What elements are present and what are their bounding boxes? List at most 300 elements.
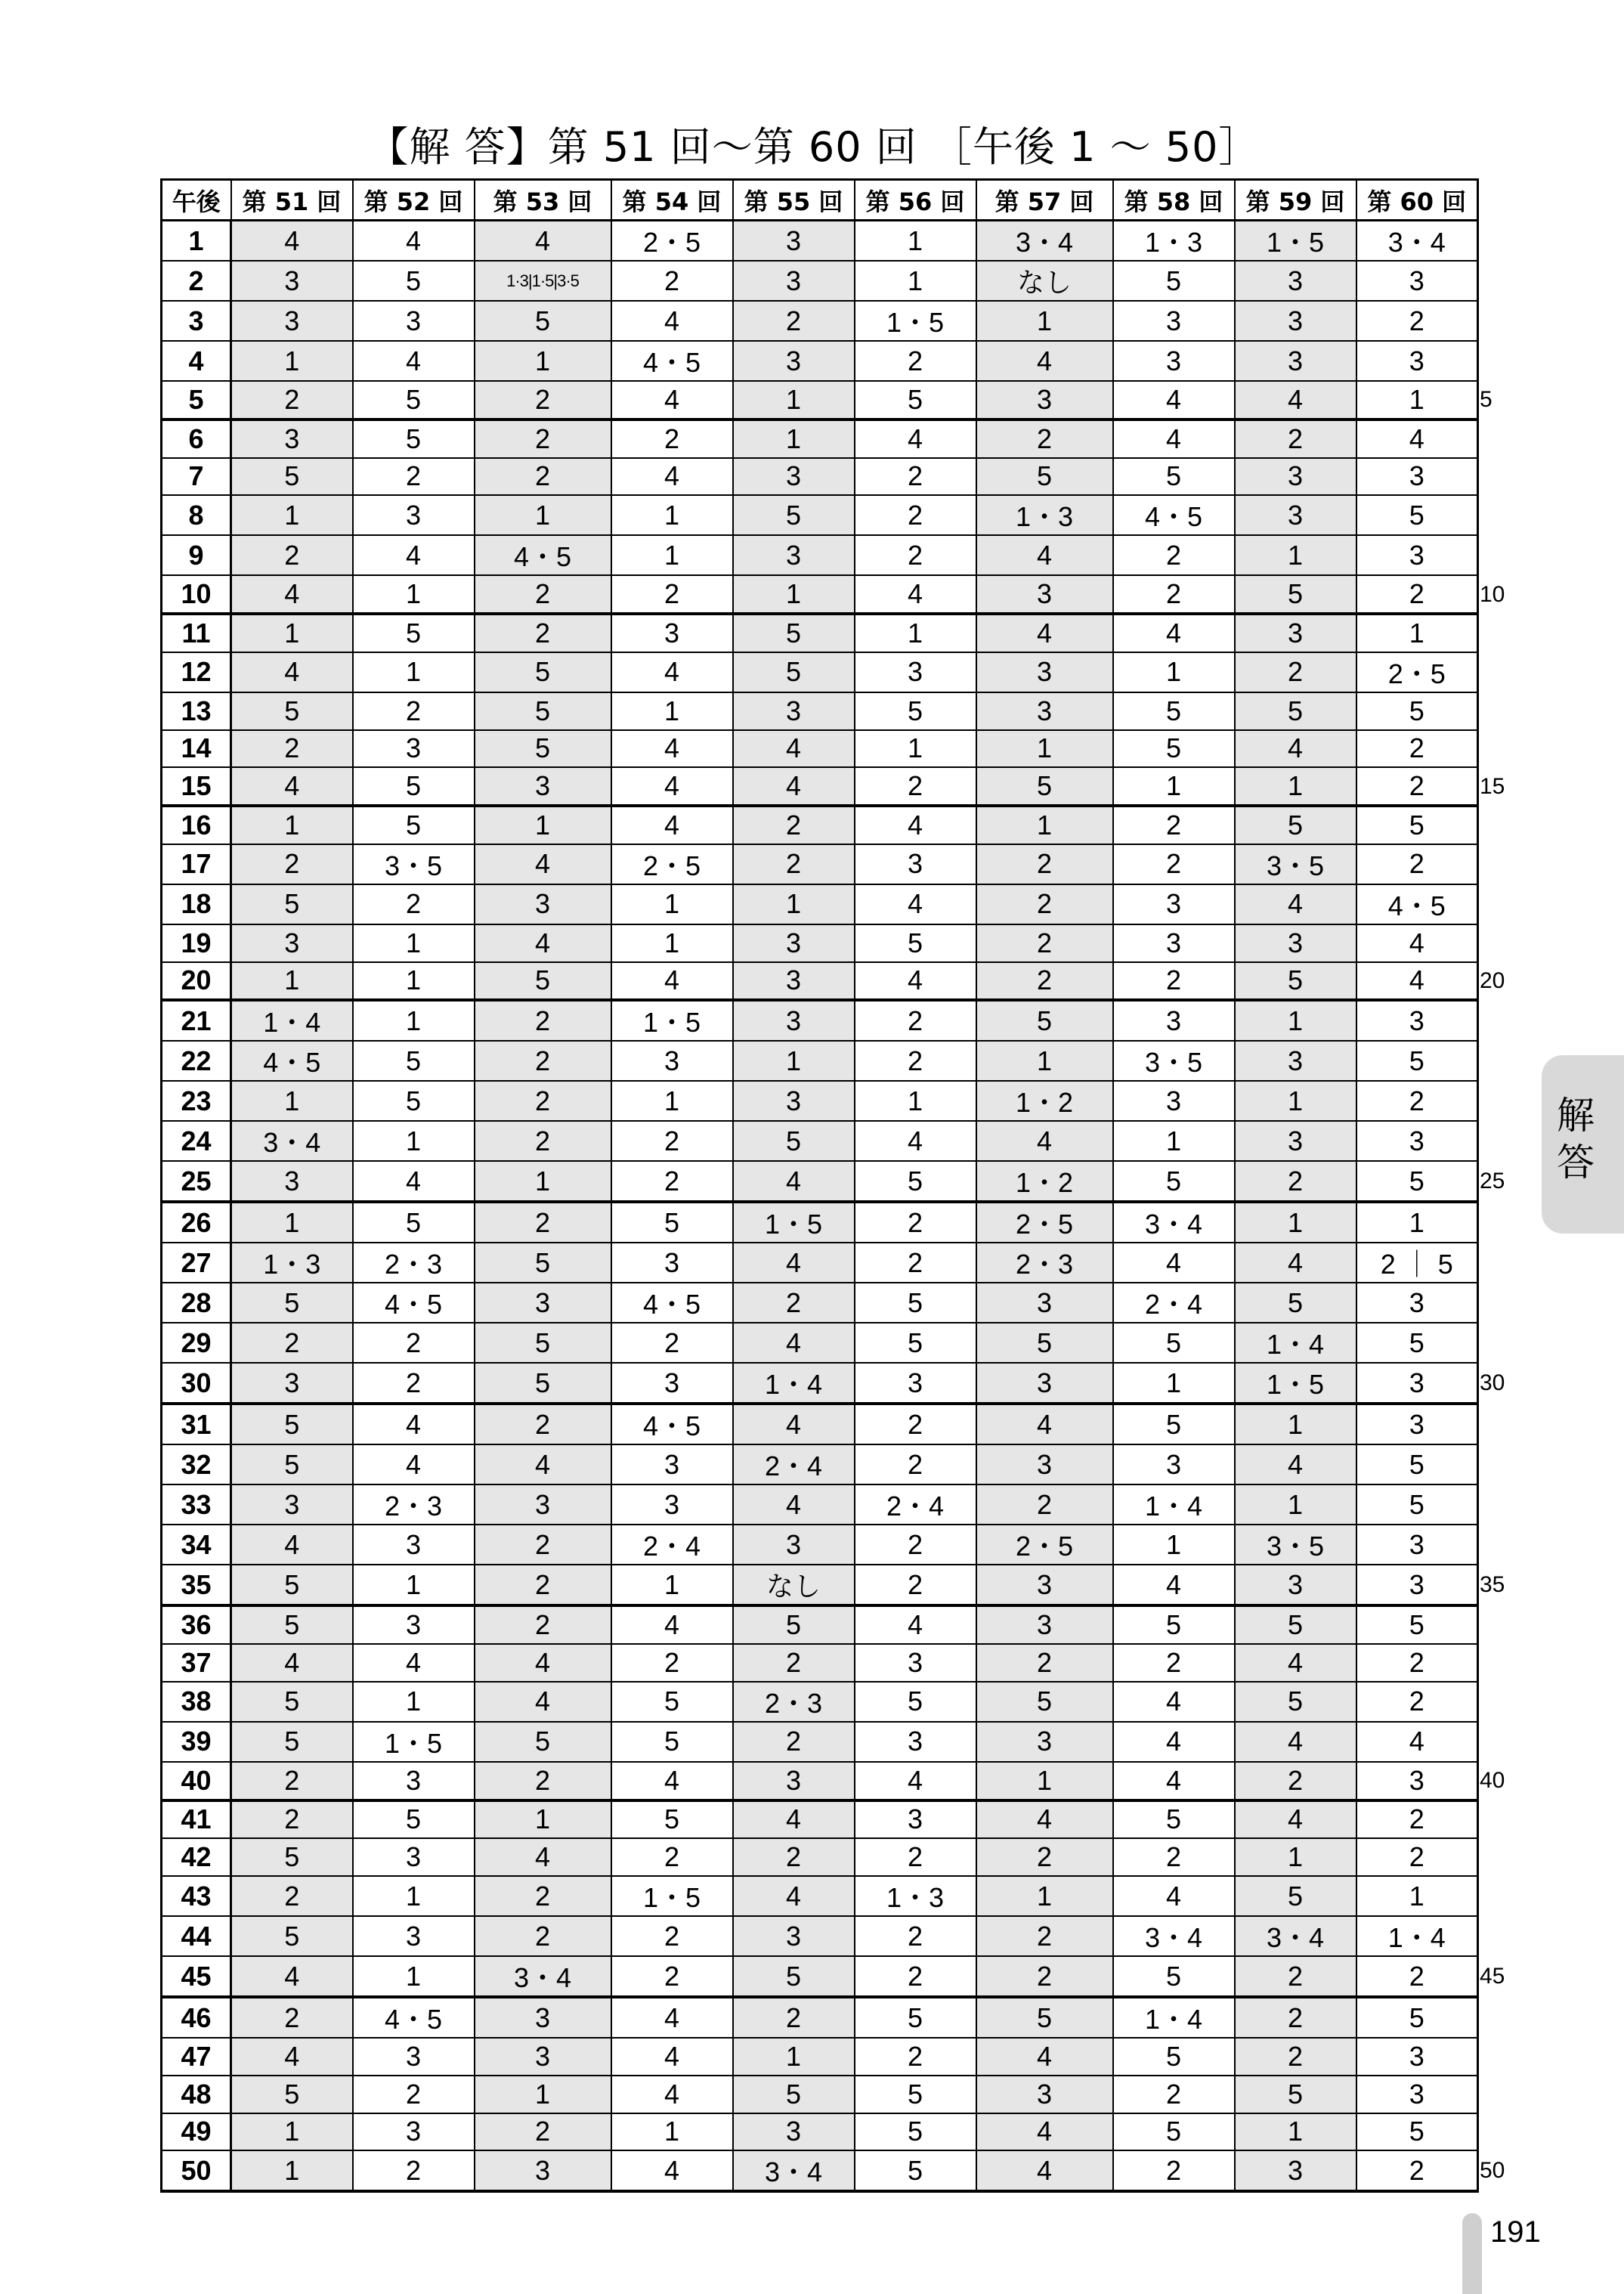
answer-cell: 4・5	[611, 341, 733, 381]
answer-cell: 2	[1356, 844, 1478, 884]
answer-cell: 1	[976, 806, 1113, 844]
answer-cell: 2	[231, 381, 353, 419]
answer-cell: 4	[855, 1762, 976, 1800]
column-header: 第 51 回	[231, 180, 353, 221]
answer-cell: 1	[733, 575, 855, 614]
table-row	[162, 495, 1478, 535]
answer-cell: 2	[475, 1121, 611, 1161]
answer-cell: 5	[611, 1682, 733, 1722]
answer-cell: 2	[475, 1000, 611, 1041]
answer-cell: 1・5	[611, 1000, 733, 1041]
answer-cell: 4・5	[353, 1997, 475, 2038]
answer-cell: 4	[1235, 730, 1356, 768]
answer-cell: 3	[1356, 341, 1478, 381]
answer-cell: 2	[855, 1525, 976, 1565]
answer-cell: 2	[1113, 2150, 1235, 2191]
question-number: 25	[162, 1161, 231, 1202]
question-number: 8	[162, 495, 231, 535]
answer-cell: 5	[1113, 458, 1235, 496]
table-row	[162, 1762, 1478, 1800]
answer-cell: 1	[1113, 1363, 1235, 1404]
question-number: 45	[162, 1956, 231, 1997]
answer-cell: 4	[1113, 1565, 1235, 1605]
answer-cell: 5	[976, 1682, 1113, 1722]
column-header: 第 55 回	[733, 180, 855, 221]
answer-cell: 4	[611, 381, 733, 419]
answer-cell: 2	[733, 1283, 855, 1323]
answer-cell: 3	[733, 1762, 855, 1800]
answer-cell: 4	[733, 1404, 855, 1444]
answer-cell: 1	[231, 614, 353, 652]
answer-cell: 5	[475, 730, 611, 768]
answer-cell: 2	[611, 1121, 733, 1161]
table-row	[162, 1363, 1478, 1404]
answer-cell: 2	[1113, 1644, 1235, 1682]
answer-cell: 1	[1235, 1000, 1356, 1041]
answer-cell: 3	[1235, 301, 1356, 341]
answer-cell: 4	[855, 1605, 976, 1644]
answer-cell: 4・5	[1113, 495, 1235, 535]
answer-cell: 3	[611, 1243, 733, 1283]
answer-cell: 3	[855, 652, 976, 692]
answer-cell: 1・5	[611, 1876, 733, 1916]
answer-cell: 5	[1356, 495, 1478, 535]
answer-cell: 1	[611, 495, 733, 535]
question-number: 27	[162, 1243, 231, 1283]
answer-cell: 3	[733, 1525, 855, 1565]
answer-cell: 2	[353, 1363, 475, 1404]
answer-cell: 4	[611, 1762, 733, 1800]
answer-cell: 2	[855, 1404, 976, 1444]
answer-cell: 4	[733, 1323, 855, 1363]
answer-cell: 3	[1113, 1444, 1235, 1484]
answer-cell: 3	[1113, 1081, 1235, 1121]
question-number: 16	[162, 806, 231, 844]
answer-cell: 3	[1356, 2076, 1478, 2113]
table-row	[162, 221, 1478, 262]
answer-cell: 1	[1356, 614, 1478, 652]
question-number: 15	[162, 767, 231, 806]
answer-cell: 2・3	[976, 1243, 1113, 1283]
answer-cell: 2	[1235, 1956, 1356, 1997]
answer-cell: 3	[976, 575, 1113, 614]
answer-cell: 5	[1113, 1323, 1235, 1363]
answer-cell: 5	[231, 2076, 353, 2113]
answer-cell: 2	[611, 419, 733, 458]
question-number: 33	[162, 1484, 231, 1525]
answer-cell: 4	[855, 962, 976, 1001]
answer-cell: 4	[475, 844, 611, 884]
answer-cell: 1	[1235, 1404, 1356, 1444]
answer-cell: 3	[1113, 341, 1235, 381]
answer-cell: 5	[475, 1243, 611, 1283]
column-header: 第 52 回	[353, 180, 475, 221]
answer-cell: 1	[1235, 1838, 1356, 1876]
table-row	[162, 419, 1478, 458]
answer-cell: 2	[475, 1202, 611, 1243]
answer-table	[160, 178, 1479, 2193]
answer-cell: 1	[1113, 1525, 1235, 1565]
answer-cell: 4	[976, 1800, 1113, 1839]
table-row	[162, 1800, 1478, 1839]
answer-cell: 3	[353, 301, 475, 341]
answer-cell: 1・5	[733, 1202, 855, 1243]
question-number: 40	[162, 1762, 231, 1800]
answer-cell: 2	[611, 1323, 733, 1363]
answer-cell: 3	[1113, 884, 1235, 924]
answer-cell: 5	[1235, 806, 1356, 844]
row-marker: 15	[1480, 773, 1505, 799]
answer-cell: 5	[976, 1997, 1113, 2038]
answer-cell: 1・4	[1356, 1916, 1478, 1956]
answer-cell: 3	[976, 381, 1113, 419]
answer-cell: 4	[611, 458, 733, 496]
answer-cell: 3・4	[1356, 221, 1478, 262]
answer-cell: 2	[1235, 652, 1356, 692]
answer-cell: 3	[353, 495, 475, 535]
answer-cell: 2	[611, 1916, 733, 1956]
table-row	[162, 2113, 1478, 2151]
answer-cell: 4	[1113, 381, 1235, 419]
answer-cell: 5	[1235, 692, 1356, 730]
answer-cell: 1	[1113, 767, 1235, 806]
table-row	[162, 806, 1478, 844]
answer-cell: 1	[733, 2038, 855, 2076]
answer-cell: 1	[611, 1565, 733, 1605]
question-number: 47	[162, 2038, 231, 2076]
answer-cell: 1	[475, 806, 611, 844]
answer-cell: 2	[611, 1956, 733, 1997]
page-number: 191	[1490, 2215, 1541, 2249]
answer-cell: 1	[475, 2076, 611, 2113]
answer-cell: 4	[733, 730, 855, 768]
answer-cell: 2	[855, 767, 976, 806]
answer-cell: 1	[353, 1565, 475, 1605]
row-marker: 50	[1480, 2158, 1505, 2184]
answer-cell: 2	[1235, 2038, 1356, 2076]
answer-cell: 1	[475, 495, 611, 535]
answer-cell: 2・5	[976, 1202, 1113, 1243]
answer-cell: 4	[976, 614, 1113, 652]
answer-cell: 3	[475, 1484, 611, 1525]
row-marker: 35	[1480, 1572, 1505, 1598]
question-number: 39	[162, 1722, 231, 1762]
answer-cell: 4	[353, 1161, 475, 1202]
answer-cell: 4	[353, 1444, 475, 1484]
answer-cell: 2	[231, 730, 353, 768]
answer-cell: 4・5	[231, 1041, 353, 1081]
answer-cell: 5	[1113, 1161, 1235, 1202]
answer-cell: 4	[1113, 419, 1235, 458]
answer-cell: 3	[855, 1644, 976, 1682]
answer-cell: 5	[231, 1916, 353, 1956]
answer-cell: 5	[231, 1682, 353, 1722]
answer-cell: 1	[353, 1876, 475, 1916]
answer-cell: 5	[475, 652, 611, 692]
answer-cell: 2	[475, 1565, 611, 1605]
answer-cell: 2	[1113, 806, 1235, 844]
answer-cell: 4	[1113, 1876, 1235, 1916]
answer-cell: 5	[733, 1605, 855, 1644]
answer-cell: 5	[231, 1444, 353, 1484]
answer-cell: 5	[976, 767, 1113, 806]
answer-cell: 3・5	[353, 844, 475, 884]
answer-cell: 3	[1235, 1041, 1356, 1081]
question-number: 21	[162, 1000, 231, 1041]
table-row	[162, 1956, 1478, 1997]
answer-cell: 2	[733, 1997, 855, 2038]
tab-char: 解	[1557, 1094, 1595, 1138]
answer-cell: 3	[1113, 924, 1235, 962]
answer-cell: 1	[855, 730, 976, 768]
answer-cell: 2・4	[611, 1525, 733, 1565]
answer-cell: 5	[353, 614, 475, 652]
answer-cell: 5	[1356, 692, 1478, 730]
answer-cell: 4	[1235, 884, 1356, 924]
table-row	[162, 341, 1478, 381]
answer-cell: 2	[733, 1722, 855, 1762]
answer-cell: 3	[1235, 495, 1356, 535]
table-row	[162, 2038, 1478, 2076]
answer-cell: 2	[855, 341, 976, 381]
answer-cell: 4	[1113, 614, 1235, 652]
answer-cell: 4	[976, 2150, 1113, 2191]
answer-cell: 2	[976, 844, 1113, 884]
answer-cell: 5	[353, 1800, 475, 1839]
answer-cell: 4	[855, 419, 976, 458]
answer-cell: 3	[611, 1444, 733, 1484]
question-number: 12	[162, 652, 231, 692]
answer-cell: 1・5	[1235, 221, 1356, 262]
answer-cell: 1・3	[855, 1876, 976, 1916]
answer-cell: 5	[855, 1283, 976, 1323]
answer-cell: 2・4	[1113, 1283, 1235, 1323]
answer-cell: 3	[733, 692, 855, 730]
answer-cell: 5	[1113, 1956, 1235, 1997]
answer-cell: 5	[231, 1838, 353, 1876]
answer-cell: 1	[733, 1041, 855, 1081]
answer-cell: 2	[855, 1202, 976, 1243]
answer-cell: 3	[733, 1000, 855, 1041]
answer-cell: 3	[1356, 458, 1478, 496]
answer-cell: 2・5	[976, 1525, 1113, 1565]
table-row	[162, 1997, 1478, 2038]
answer-cell: 5	[1113, 261, 1235, 301]
answer-cell: 1	[1356, 1202, 1478, 1243]
answer-cell: 4	[976, 1404, 1113, 1444]
question-number: 49	[162, 2113, 231, 2151]
answer-cell: 2	[475, 381, 611, 419]
answer-cell: 3	[1235, 261, 1356, 301]
answer-cell: 3	[475, 2150, 611, 2191]
answer-cell: 4	[611, 1605, 733, 1644]
answer-cell: 3・5	[1235, 844, 1356, 884]
answer-cell: 1	[1235, 1484, 1356, 1525]
answer-cell: 1	[353, 924, 475, 962]
row-marker: 20	[1480, 967, 1505, 993]
answer-cell: 5	[1356, 1997, 1478, 2038]
answer-cell: 3	[733, 2113, 855, 2151]
answer-cell: 3	[855, 1722, 976, 1762]
answer-cell: 3	[611, 614, 733, 652]
answer-cell: 2	[231, 535, 353, 575]
answer-cell: 3	[1235, 2150, 1356, 2191]
answer-cell: 2・4	[733, 1444, 855, 1484]
answer-cell: なし	[976, 261, 1113, 301]
answer-cell: 1	[733, 884, 855, 924]
answer-cell: 1	[976, 1762, 1113, 1800]
answer-cell: 1	[855, 614, 976, 652]
answer-cell: 4	[353, 341, 475, 381]
answer-cell: 2	[475, 1762, 611, 1800]
answer-cell: 2	[231, 1997, 353, 2038]
question-number: 10	[162, 575, 231, 614]
row-marker: 40	[1480, 1768, 1505, 1794]
answer-cell: 2	[1113, 1838, 1235, 1876]
answer-cell: 5	[1235, 2076, 1356, 2113]
table-header-row	[162, 180, 1478, 221]
answer-cell: 1・4	[1113, 1997, 1235, 2038]
answer-cell: 3	[353, 730, 475, 768]
answer-cell: 3	[231, 1484, 353, 1525]
answer-cell: 3	[855, 1363, 976, 1404]
answer-cell: 5	[855, 2150, 976, 2191]
answer-cell: 3	[1356, 2038, 1478, 2076]
answer-cell: 5	[733, 652, 855, 692]
answer-cell: 2	[976, 962, 1113, 1001]
question-number: 14	[162, 730, 231, 768]
answer-cell: 5	[1235, 1283, 1356, 1323]
answer-cell: 5	[1356, 1444, 1478, 1484]
answer-cell: 1・4	[733, 1363, 855, 1404]
answer-cell: 5	[353, 1202, 475, 1243]
answer-cell: 1・2	[976, 1161, 1113, 1202]
answer-cell: 4	[475, 1682, 611, 1722]
row-marker: 5	[1480, 387, 1493, 413]
answer-cell: 5	[353, 806, 475, 844]
table-row	[162, 575, 1478, 614]
answer-cell: 2	[475, 1404, 611, 1444]
answer-cell: 5	[353, 381, 475, 419]
answer-cell: 4	[976, 2038, 1113, 2076]
answer-cell: 5	[231, 1404, 353, 1444]
question-number: 35	[162, 1565, 231, 1605]
answer-cell: 5	[231, 1722, 353, 1762]
answer-cell: 1	[611, 884, 733, 924]
answer-cell: 3	[353, 1605, 475, 1644]
answer-cell: 3・4	[1113, 1916, 1235, 1956]
table-row	[162, 1916, 1478, 1956]
column-header: 第 53 回	[475, 180, 611, 221]
answer-cell: 1	[1235, 1202, 1356, 1243]
answer-cell: 5	[353, 261, 475, 301]
table-row	[162, 1283, 1478, 1323]
answer-cell: 5	[855, 1161, 976, 1202]
answer-cell: 4・5	[353, 1283, 475, 1323]
answer-cell: 3	[353, 2038, 475, 2076]
table-row	[162, 1722, 1478, 1762]
answer-cell: 4	[855, 806, 976, 844]
answer-cell: 3	[855, 844, 976, 884]
answer-cell: 1	[353, 1682, 475, 1722]
answer-cell: 2	[231, 1762, 353, 1800]
answer-cell: 2	[733, 844, 855, 884]
answer-cell: 1・4	[1235, 1323, 1356, 1363]
answer-cell: 5	[733, 495, 855, 535]
answer-cell: 1	[353, 962, 475, 1001]
answer-cell: 4	[1113, 1722, 1235, 1762]
answer-cell: 3・4	[1235, 1916, 1356, 1956]
answer-cell: 4	[611, 730, 733, 768]
answer-cell: 3	[733, 1916, 855, 1956]
answer-cell: 2	[353, 2150, 475, 2191]
answer-cell: 1	[611, 535, 733, 575]
answer-cell: 3	[976, 1363, 1113, 1404]
answer-cell: 2 ｜ 5	[1356, 1243, 1478, 1283]
answer-cell: 5	[733, 1956, 855, 1997]
answer-cell: 1	[353, 1000, 475, 1041]
answer-cell: 1	[855, 1081, 976, 1121]
answer-cell: 4	[1113, 1762, 1235, 1800]
answer-cell: 3	[733, 1081, 855, 1121]
answer-cell: 5	[353, 1041, 475, 1081]
answer-cell: 5	[1356, 2113, 1478, 2151]
answer-cell: 5	[976, 1000, 1113, 1041]
answer-cell: 4	[475, 924, 611, 962]
answer-cell: 1	[475, 1800, 611, 1839]
answer-cell: 5	[611, 1800, 733, 1839]
table-row	[162, 1565, 1478, 1605]
answer-cell: 5	[475, 1363, 611, 1404]
table-row	[162, 1000, 1478, 1041]
answer-cell: 4	[1235, 1722, 1356, 1762]
answer-cell: 1	[1113, 1121, 1235, 1161]
table-row	[162, 535, 1478, 575]
answer-cell: 5	[611, 1202, 733, 1243]
table-row	[162, 1121, 1478, 1161]
answer-cell: 4	[1356, 924, 1478, 962]
answer-cell: 2・3	[733, 1682, 855, 1722]
answer-cell: 5	[855, 924, 976, 962]
answer-cell: 3	[611, 1041, 733, 1081]
answer-cell: 4	[353, 221, 475, 262]
answer-cell: 2	[1356, 575, 1478, 614]
answer-cell: 3	[1235, 1121, 1356, 1161]
answer-cell: 3	[976, 1565, 1113, 1605]
answer-cell: 4	[611, 962, 733, 1001]
answer-cell: 3	[1235, 458, 1356, 496]
answer-cell: 4	[231, 652, 353, 692]
answer-cell: 2・3	[353, 1243, 475, 1283]
answer-cell: 2	[855, 1956, 976, 1997]
answer-cell: 2	[611, 575, 733, 614]
answer-cell: 2	[1356, 1800, 1478, 1839]
answer-cell: 1	[231, 1081, 353, 1121]
answer-cell: 4	[1235, 1800, 1356, 1839]
answer-cell: 3	[1356, 1121, 1478, 1161]
column-header: 第 58 回	[1113, 180, 1235, 221]
answer-cell: 2	[1356, 2150, 1478, 2191]
answer-cell: 4	[231, 1525, 353, 1565]
answer-cell: 3・4	[475, 1956, 611, 1997]
answer-cell: 2	[611, 261, 733, 301]
answer-cell: 2	[855, 535, 976, 575]
answer-cell: 3	[231, 1161, 353, 1202]
answer-cell: 1	[733, 419, 855, 458]
answer-cell: 2	[1235, 1161, 1356, 1202]
table-row	[162, 1161, 1478, 1202]
answer-cell: 1	[1235, 1081, 1356, 1121]
